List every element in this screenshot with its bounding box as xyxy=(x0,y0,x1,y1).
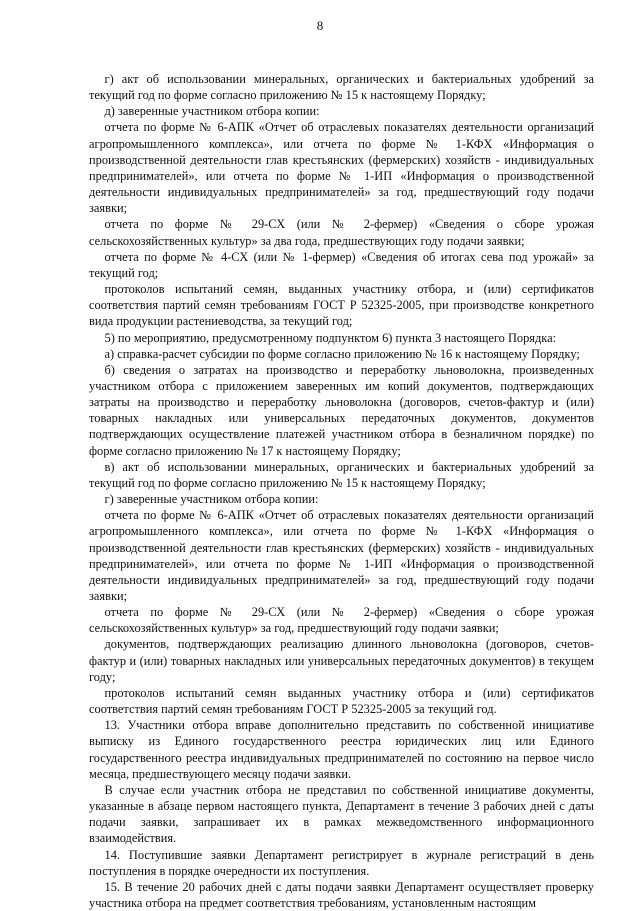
paragraph: В случае если участник отбора не представил по собственной инициативе документы, указанные в абзаце первом настоящего пункта, Департамент в течение 3 рабочих дней с даты подачи заявки, запрашивает их в рамках межведомственного информационного взаимодействия. xyxy=(89,782,594,846)
paragraph: 15. В течение 20 рабочих дней с даты подачи заявки Департамент осуществляет проверку участника отбора на предмет соответствия требованиям, установленным настоящим xyxy=(89,879,594,910)
paragraph: отчета по форме № 29-СХ (или № 2-фермер) «Сведения о сборе урожая сельскохозяйственных культур» за год, предшествующий году подачи заявки; xyxy=(89,605,594,636)
paragraph: д) заверенные участником отбора копии: xyxy=(104,104,320,119)
paragraph: г) заверенные участником отбора копии: xyxy=(104,492,319,507)
paragraph: отчета по форме № 6-АПК «Отчет об отраслевых показателях деятельности организаций агропромышленного комплекса», или отчета по форме № 1-КФХ «Информация о производственной деятельности глав крестьянских (фермерских) хозяйств - индивидуальных предпринимателей», или отчета по форме № 1-ИП «Информация о производственной деятельности индивидуальных предпринимателей» за год, предшествующий году подачи заявки; xyxy=(89,120,594,216)
paragraph: б) сведения о затратах на производство и переработку льноволокна, произведенных участником отбора с приложением заверенных им копий документов, подтверждающих затраты на производство и переработку льноволокна (договоров, счетов-фактур и (или) товарных накладных или универсальных передаточных документов, документов подтверждающих осуществление платежей участником отбора в безналичном порядке) по форме согласно приложению № 17 к настоящему Порядку; xyxy=(89,362,594,458)
paragraph: 13. Участники отбора вправе дополнительно представить по собственной инициативе выписку из Единого государственного реестра юридических лиц или Единого государственного реестра индивидуальных предпринимателей по состоянию на первое число месяца, предшествующего месяцу подачи заявки. xyxy=(89,718,594,781)
paragraph: 5) по мероприятию, предусмотренному подпунктом 6) пункта 3 настоящего Порядка: xyxy=(104,330,557,345)
paragraph: отчета по форме № 6-АПК «Отчет об отраслевых показателях деятельности организаций агропромышленного комплекса», или отчета по форме № 1-КФХ «Информация о производственной деятельности глав крестьянских (фермерских) хозяйств - индивидуальных предпринимателей», или отчета по форме № 1-ИП «Информация о производственной деятельности индивидуальных предпринимателей» за год, предшествующий году подачи заявки; xyxy=(89,508,594,603)
document-body xyxy=(89,71,594,911)
paragraph: протоколов испытаний семян, выданных участнику отбора, и (или) сертификатов соответствия партий семян требованиям ГОСТ Р 52325-2005, при производстве конкретного вида продукции растениеводства, за текущий год; xyxy=(89,282,594,329)
paragraph: в) акт об использовании минеральных, органических и бактериальных удобрений за текущий год по форме согласно приложению № 15 к настоящему Порядку; xyxy=(89,459,594,490)
paragraph: отчета по форме № 4-СХ (или № 1-фермер) «Сведения об итогах сева под урожай» за текущий год; xyxy=(89,249,594,280)
paragraph: отчета по форме № 29-СХ (или № 2-фермер) «Сведения о сборе урожая сельскохозяйственных культур» за два года, предшествующих году подачи заявки; xyxy=(89,217,594,248)
paragraph: г) акт об использовании минеральных, органических и бактериальных удобрений за текущий год по форме согласно приложению № 15 к настоящему Порядку; xyxy=(89,72,594,103)
page-number: 8 xyxy=(316,18,324,33)
paragraph: протоколов испытаний семян выданных участнику отбора и (или) сертификатов соответствия партий семян требованиям ГОСТ Р 52325-2005 за текущий год. xyxy=(89,685,594,717)
paragraph: документов, подтверждающих реализацию длинного льноволокна (договоров, счетов-фактур и (или) товарных накладных или универсальных передаточных документов) в текущем году; xyxy=(89,637,594,684)
paragraph: 14. Поступившие заявки Департамент регистрирует в журнале регистраций в день поступления в порядке очередности их поступления. xyxy=(89,847,594,878)
paragraph: а) справка-расчет субсидии по форме согласно приложению № 16 к настоящему Порядку; xyxy=(104,346,580,361)
